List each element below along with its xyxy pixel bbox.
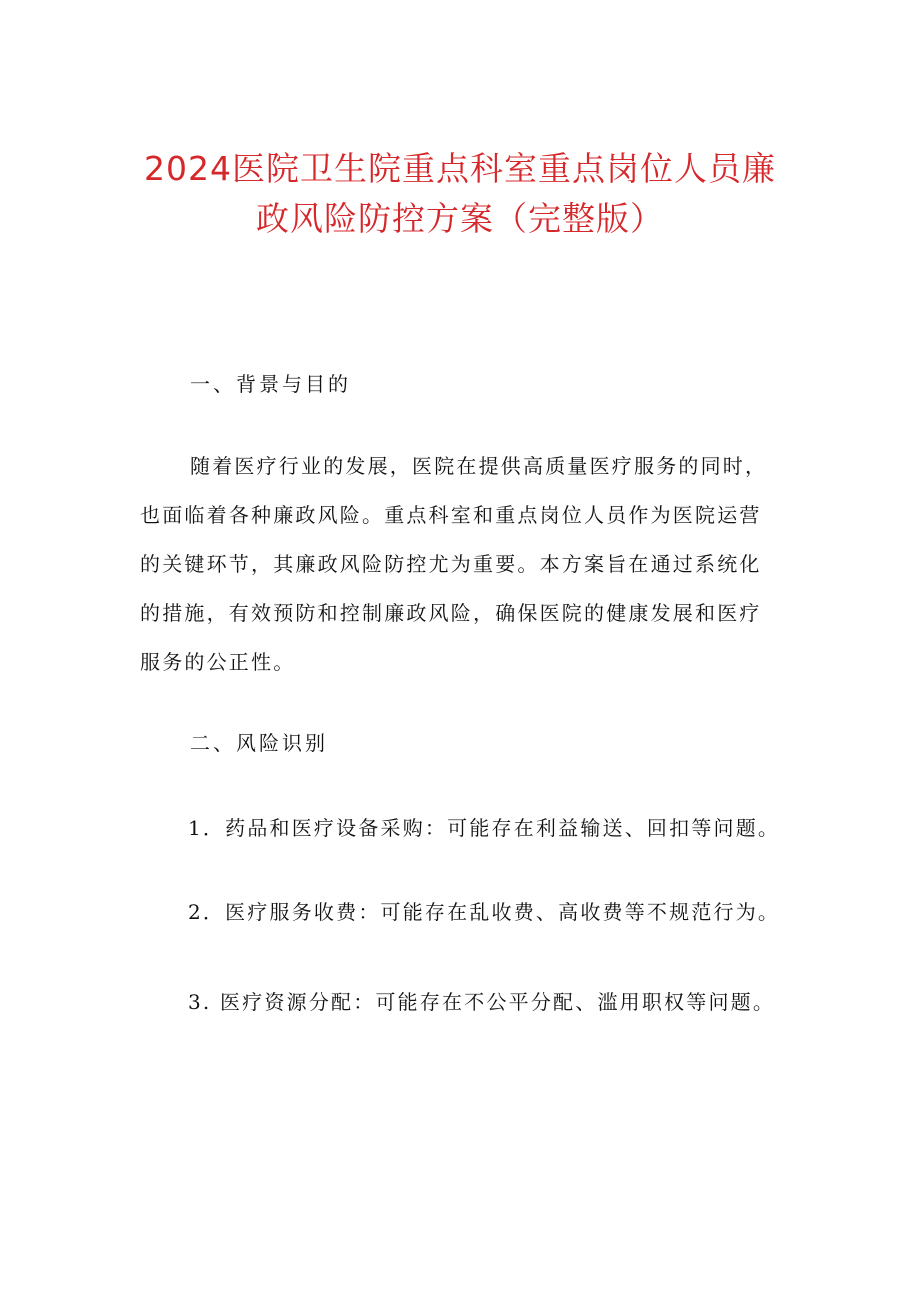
document-title-line-2: 政风险防控方案（完整版） xyxy=(256,199,664,238)
section-heading-risk-identification: 二、风险识别 xyxy=(190,731,328,755)
document-title-line-1: 2024医院卫生院重点科室重点岗位人员廉 xyxy=(144,149,776,188)
risk-item-procurement: 1．药品和医疗设备采购：可能存在利益输送、回扣等问题。 xyxy=(188,816,781,840)
paragraph-line: 也面临着各种廉政风险。重点科室和重点岗位人员作为医院运营 xyxy=(140,503,762,527)
section-heading-background: 一、背景与目的 xyxy=(190,372,351,396)
paragraph-line: 的措施，有效预防和控制廉政风险，确保医院的健康发展和医疗 xyxy=(140,601,762,625)
paragraph-line: 服务的公正性。 xyxy=(140,650,296,674)
paragraph-line: 随着医疗行业的发展，医院在提供高质量医疗服务的同时， xyxy=(190,454,768,478)
paragraph-line: 的关键环节，其廉政风险防控尤为重要。本方案旨在通过系统化 xyxy=(140,552,762,576)
risk-item-resource-allocation: 3. 医疗资源分配：可能存在不公平分配、滥用职权等问题。 xyxy=(188,990,776,1014)
risk-item-service-fees: 2．医疗服务收费：可能存在乱收费、高收费等不规范行为。 xyxy=(188,900,781,924)
background-paragraph xyxy=(140,442,790,687)
